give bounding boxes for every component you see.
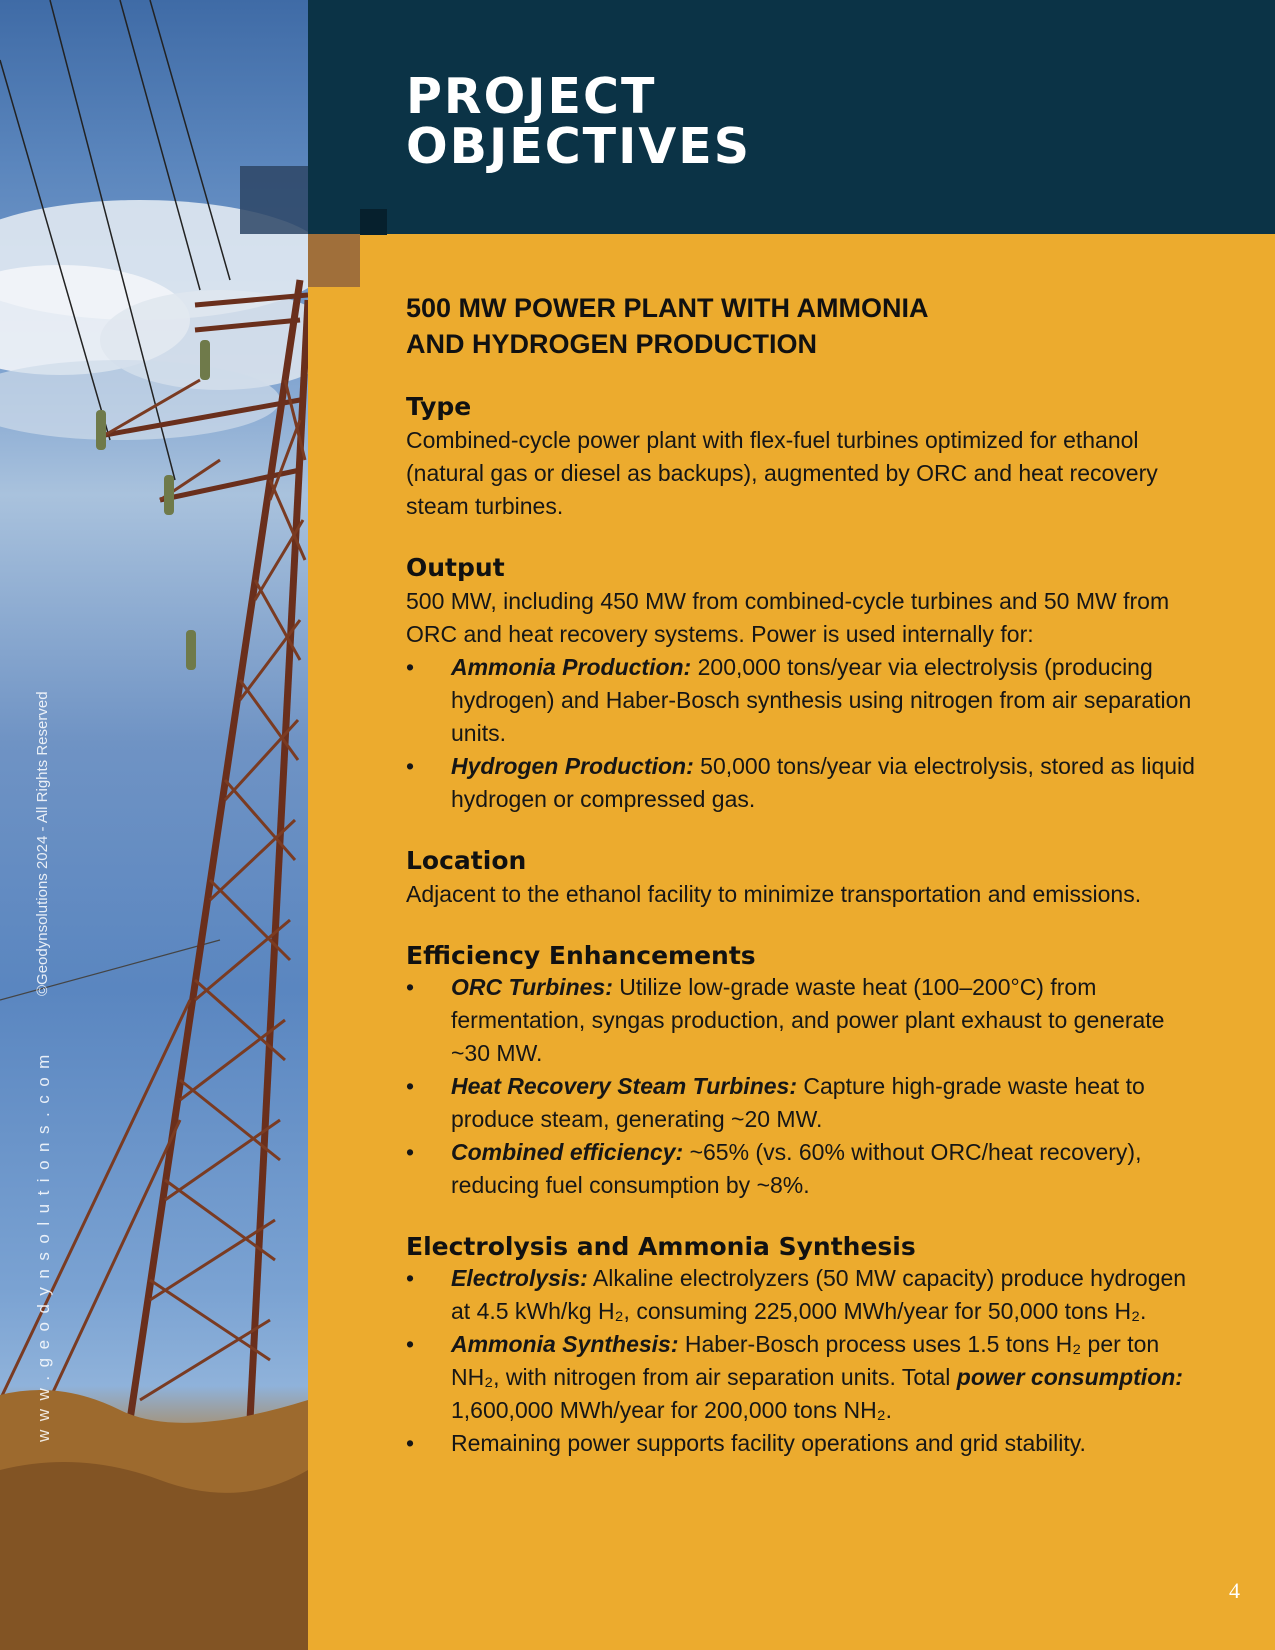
page-number: 4 bbox=[1229, 1578, 1240, 1603]
list-item: • Combined efficiency: ~65% (vs. 60% without ORC/heat recovery), reducing fuel consumption by ~8%. bbox=[406, 1139, 1142, 1198]
website-watermark: www.geodynsolutions.com bbox=[34, 1046, 53, 1442]
header-band bbox=[308, 0, 1275, 234]
list-item: • Remaining power supports facility operations and grid stability. bbox=[406, 1430, 1086, 1456]
section-heading: Type bbox=[406, 392, 472, 421]
list-item: • Electrolysis: Alkaline electrolyzers (50 MW capacity) produce hydrogen at 4.5 kWh/kg H₂, consuming 225,000 MWh/year for 50,000 tons H₂. bbox=[406, 1265, 1187, 1324]
list-item: • ORC Turbines: Utilize low-grade waste heat (100–200°C) from fermentation, syngas production, and power plant exhaust to generate ~30 MW. bbox=[406, 974, 1165, 1066]
section-text: Combined-cycle power plant with flex-fuel turbines optimized for ethanol (natural gas or diesel as backups), augmented by ORC and heat recovery steam turbines. bbox=[406, 427, 1158, 519]
section-heading: Efficiency Enhancements bbox=[406, 941, 756, 970]
section-location bbox=[406, 846, 1196, 911]
section-text: 500 MW, including 450 MW from combined-cycle turbines and 50 MW from ORC and heat recovery systems. Power is used internally for: bbox=[406, 588, 1170, 647]
list-item: • Hydrogen Production: 50,000 tons/year via electrolysis, stored as liquid hydrogen or compressed gas. bbox=[406, 753, 1195, 812]
copyright-watermark: ©Geodynsolutions 2024 - All Rights Reserved bbox=[34, 691, 51, 996]
output-list bbox=[406, 651, 1196, 816]
list-item: • Ammonia Synthesis: Haber-Bosch process uses 1.5 tons H₂ per ton NH₂, with nitrogen from air separation units. Total power consumption: 1,600,000 MWh/year for 200,000 tons NH₂. bbox=[406, 1331, 1183, 1423]
page-title-line2: OBJECTIVES bbox=[406, 118, 752, 175]
electrolysis-list bbox=[406, 1262, 1196, 1460]
efficiency-list bbox=[406, 971, 1196, 1202]
project-title: 500 MW POWER PLANT WITH AMMONIA AND HYDROGEN PRODUCTION bbox=[406, 293, 929, 359]
section-heading: Location bbox=[406, 846, 527, 875]
decorative-square bbox=[360, 209, 387, 235]
section-type bbox=[406, 392, 1196, 523]
section-electrolysis bbox=[406, 1232, 1196, 1460]
section-text: Adjacent to the ethanol facility to minimize transportation and emissions. bbox=[406, 881, 1142, 907]
section-heading: Electrolysis and Ammonia Synthesis bbox=[406, 1232, 916, 1261]
section-heading: Output bbox=[406, 553, 505, 582]
page-title-line1: PROJECT bbox=[406, 68, 657, 125]
page-title bbox=[406, 68, 752, 175]
main-content bbox=[406, 290, 1196, 1460]
decorative-square bbox=[308, 234, 360, 287]
transmission-tower-photo bbox=[0, 0, 308, 1650]
list-item: • Heat Recovery Steam Turbines: Capture high-grade waste heat to produce steam, generating ~20 MW. bbox=[406, 1073, 1145, 1132]
section-output bbox=[406, 553, 1196, 816]
section-efficiency bbox=[406, 941, 1196, 1202]
decorative-square bbox=[240, 166, 308, 234]
list-item: • Ammonia Production: 200,000 tons/year via electrolysis (producing hydrogen) and Haber-Bosch synthesis using nitrogen from air separation units. bbox=[406, 654, 1192, 746]
